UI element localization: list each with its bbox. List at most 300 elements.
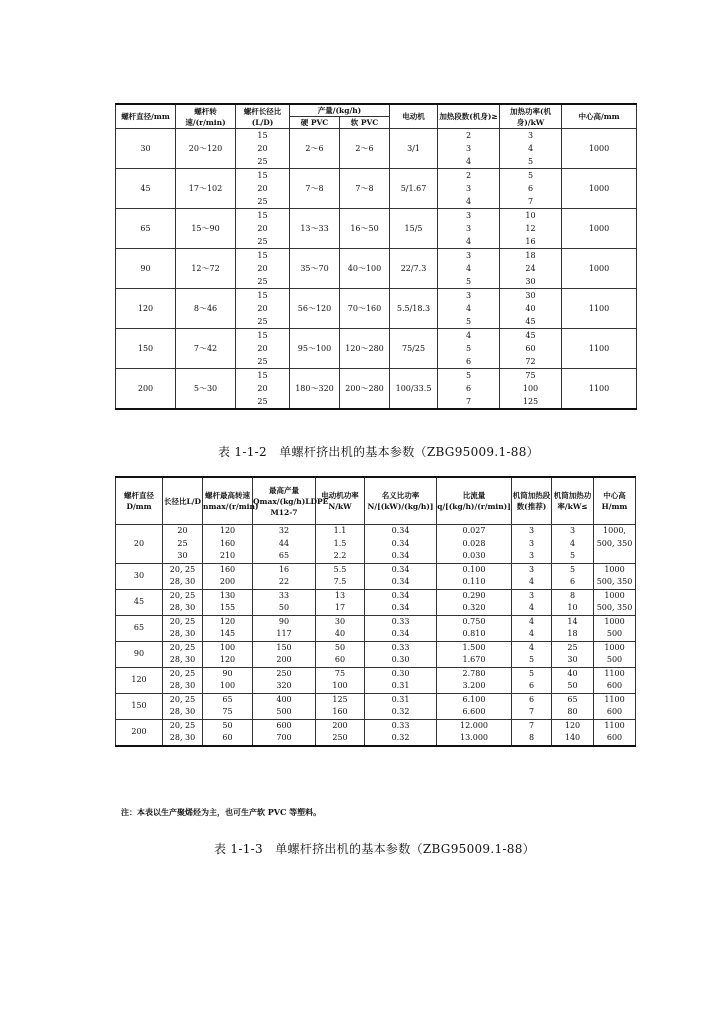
cell-center: 1000: [594, 563, 636, 576]
cell-diameter: 150: [116, 329, 176, 369]
cell-hard-pvc: 180～320: [290, 369, 340, 410]
cell-diameter: 30: [116, 129, 176, 169]
cell-speed: 5～30: [176, 369, 236, 410]
cell-diameter: 200: [116, 369, 176, 410]
cell-heat-sections: 3: [438, 209, 500, 223]
table-row: [116, 563, 636, 576]
cell-motor: 250: [316, 732, 365, 746]
header-ld: 螺杆长径比(L/D): [236, 104, 290, 129]
cell-heat-sections: 6: [438, 382, 500, 395]
cell-ld: 25: [236, 315, 290, 329]
cell-flow: 0.100: [437, 563, 512, 576]
cell-sec: 4: [512, 628, 552, 641]
table-row: [116, 654, 636, 667]
cell-motor: 7.5: [316, 576, 365, 589]
table-row: [116, 576, 636, 589]
table-row: [116, 719, 636, 732]
cell-speed: 160: [203, 563, 253, 576]
cell-sec: 3: [512, 525, 552, 538]
table-row: [116, 369, 637, 383]
cell-motor: 15/5: [390, 209, 438, 249]
cell-heat-power: 6: [500, 182, 562, 195]
cell-speed: 160: [203, 538, 253, 551]
header-center-height: 中心高/mm: [562, 104, 637, 129]
cell-diameter: 45: [116, 169, 176, 209]
cell-center: 500, 350: [594, 576, 636, 589]
header2-center: 中心高H/mm: [594, 477, 636, 525]
cell-diameter: 65: [116, 209, 176, 249]
cell-center: 600: [594, 706, 636, 719]
cell-motor: 100/33.5: [390, 369, 438, 410]
cell-output: 500: [253, 706, 316, 719]
cell-motor: 13: [316, 589, 365, 602]
cell-ld: 28, 30: [163, 732, 203, 746]
cell-ld: 28, 30: [163, 654, 203, 667]
cell-diameter: 45: [116, 589, 163, 615]
cell-motor: 75/25: [390, 329, 438, 369]
cell-motor: 1.1: [316, 525, 365, 538]
cell-ld: 20, 25: [163, 615, 203, 628]
cell-heat-power: 75: [500, 369, 562, 383]
cell-ld: 15: [236, 369, 290, 383]
cell-ld: 25: [236, 275, 290, 289]
cell-ld: 25: [236, 155, 290, 169]
header2-power: 机筒加热功率/kW≤: [552, 477, 594, 525]
cell-sec: 8: [512, 732, 552, 746]
cell-flow: 13.000: [437, 732, 512, 746]
cell-heat-sections: 5: [438, 275, 500, 289]
cell-flow: 1.670: [437, 654, 512, 667]
header2-output: 最高产量Qmax/(kg/h)LDPE M12-7: [253, 477, 316, 525]
cell-pow: 14: [552, 615, 594, 628]
cell-heat-sections: 5: [438, 342, 500, 355]
cell-ld: 28, 30: [163, 576, 203, 589]
cell-output: 50: [253, 602, 316, 615]
table-row: [116, 525, 636, 538]
cell-motor: 75: [316, 667, 365, 680]
cell-nominal: 0.34: [365, 538, 437, 551]
cell-nominal: 0.34: [365, 525, 437, 538]
header-heat-sections: 加热段数(机身)≥: [438, 104, 500, 129]
cell-heat-power: 10: [500, 209, 562, 223]
table-row: [116, 550, 636, 563]
cell-diameter: 150: [116, 693, 163, 719]
cell-flow: 0.750: [437, 615, 512, 628]
cell-sec: 5: [512, 654, 552, 667]
cell-flow: 1.500: [437, 641, 512, 654]
cell-output: 250: [253, 667, 316, 680]
cell-motor: 5/1.67: [390, 169, 438, 209]
table-2-caption: 表 1-1-3 单螺杆挤出机的基本参数（ZBG95009.1-88）: [214, 842, 535, 856]
cell-heat-power: 100: [500, 382, 562, 395]
extruder-params-table-2: [115, 476, 636, 747]
header2-ld: 长径比L/D: [163, 477, 203, 525]
cell-nominal: 0.32: [365, 732, 437, 746]
cell-nominal: 0.33: [365, 615, 437, 628]
cell-output: 22: [253, 576, 316, 589]
cell-motor: 100: [316, 680, 365, 693]
cell-ld: 20: [236, 262, 290, 275]
cell-heat-power: 40: [500, 302, 562, 315]
cell-ld: 15: [236, 289, 290, 303]
cell-output: 700: [253, 732, 316, 746]
cell-heat-sections: 3: [438, 182, 500, 195]
cell-speed: 100: [203, 641, 253, 654]
table-row: [116, 680, 636, 693]
header2-nominal: 名义比功率N/[(kW)/(kg/h)]: [365, 477, 437, 525]
cell-output: 150: [253, 641, 316, 654]
cell-speed: 155: [203, 602, 253, 615]
cell-heat-sections: 4: [438, 235, 500, 249]
cell-heat-power: 45: [500, 329, 562, 343]
cell-soft-pvc: 16～50: [340, 209, 390, 249]
table-row: [116, 628, 636, 641]
cell-speed: 120: [203, 654, 253, 667]
cell-diameter: 90: [116, 249, 176, 289]
cell-motor: 5.5/18.3: [390, 289, 438, 329]
cell-motor: 40: [316, 628, 365, 641]
cell-speed: 50: [203, 719, 253, 732]
header2-flow: 比流量 q/[(kg/h)/(r/min)]: [437, 477, 512, 525]
cell-heat-sections: 2: [438, 129, 500, 143]
cell-ld: 20, 25: [163, 589, 203, 602]
cell-motor: 1.5: [316, 538, 365, 551]
header-speed: 螺杆转速/(r/min): [176, 104, 236, 129]
cell-sec: 4: [512, 641, 552, 654]
cell-flow: 0.290: [437, 589, 512, 602]
table-row: [116, 538, 636, 551]
cell-flow: 0.810: [437, 628, 512, 641]
cell-nominal: 0.32: [365, 706, 437, 719]
cell-heat-power: 3: [500, 129, 562, 143]
cell-diameter: 20: [116, 525, 163, 564]
cell-heat-power: 24: [500, 262, 562, 275]
cell-flow: 2.780: [437, 667, 512, 680]
cell-hard-pvc: 56～120: [290, 289, 340, 329]
cell-pow: 50: [552, 680, 594, 693]
cell-motor: 17: [316, 602, 365, 615]
header-output: 产量/(kg/h): [290, 104, 390, 117]
cell-heat-power: 5: [500, 155, 562, 169]
cell-sec: 3: [512, 589, 552, 602]
cell-sec: 4: [512, 602, 552, 615]
cell-diameter: 30: [116, 563, 163, 589]
cell-speed: 145: [203, 628, 253, 641]
cell-flow: 0.110: [437, 576, 512, 589]
cell-center-height: 1100: [562, 329, 637, 369]
cell-sec: 3: [512, 550, 552, 563]
cell-hard-pvc: 13～33: [290, 209, 340, 249]
cell-ld: 20: [236, 342, 290, 355]
cell-heat-power: 5: [500, 169, 562, 183]
cell-center: 600: [594, 732, 636, 746]
header-hard-pvc: 硬 PVC: [290, 117, 340, 129]
cell-pow: 65: [552, 693, 594, 706]
header-soft-pvc: 软 PVC: [340, 117, 390, 129]
cell-heat-sections: 5: [438, 369, 500, 383]
cell-motor: 22/7.3: [390, 249, 438, 289]
cell-output: 117: [253, 628, 316, 641]
cell-sec: 6: [512, 693, 552, 706]
cell-ld: 28, 30: [163, 706, 203, 719]
cell-heat-power: 45: [500, 315, 562, 329]
cell-hard-pvc: 7～8: [290, 169, 340, 209]
cell-center: 1000,: [594, 525, 636, 538]
header-heat-power: 加热功率(机身)/kW: [500, 104, 562, 129]
cell-heat-sections: 6: [438, 355, 500, 369]
cell-center: 600: [594, 680, 636, 693]
cell-pow: 6: [552, 576, 594, 589]
cell-center: 1000: [594, 589, 636, 602]
cell-output: 16: [253, 563, 316, 576]
cell-ld: 20, 25: [163, 641, 203, 654]
cell-nominal: 0.30: [365, 667, 437, 680]
header2-speed: 螺杆最高转速 nmax/(r/min): [203, 477, 253, 525]
table-row: [116, 706, 636, 719]
cell-nominal: 0.34: [365, 602, 437, 615]
table-row: [116, 667, 636, 680]
cell-soft-pvc: 120～280: [340, 329, 390, 369]
table-row: [116, 289, 637, 303]
table-row: [116, 602, 636, 615]
table-row: [116, 693, 636, 706]
cell-nominal: 0.31: [365, 693, 437, 706]
cell-ld: 20: [163, 525, 203, 538]
cell-speed: 100: [203, 680, 253, 693]
cell-speed: 120: [203, 525, 253, 538]
cell-flow: 0.320: [437, 602, 512, 615]
cell-center: 1000: [594, 641, 636, 654]
cell-output: 65: [253, 550, 316, 563]
cell-motor: 30: [316, 615, 365, 628]
cell-speed: 90: [203, 667, 253, 680]
cell-nominal: 0.34: [365, 563, 437, 576]
cell-sec: 7: [512, 706, 552, 719]
cell-center-height: 1000: [562, 169, 637, 209]
cell-hard-pvc: 2～6: [290, 129, 340, 169]
cell-heat-power: 4: [500, 142, 562, 155]
cell-center-height: 1100: [562, 369, 637, 410]
cell-ld: 30: [163, 550, 203, 563]
cell-speed: 210: [203, 550, 253, 563]
cell-center: 1100: [594, 719, 636, 732]
cell-ld: 20: [236, 222, 290, 235]
cell-motor: 125: [316, 693, 365, 706]
cell-ld: 15: [236, 129, 290, 143]
cell-sec: 6: [512, 680, 552, 693]
cell-ld: 25: [163, 538, 203, 551]
header2-motor: 电动机功率 N/kW: [316, 477, 365, 525]
cell-center-height: 1000: [562, 249, 637, 289]
cell-diameter: 90: [116, 641, 163, 667]
cell-center: 500, 350: [594, 538, 636, 551]
cell-center: 500: [594, 628, 636, 641]
cell-center-height: 1000: [562, 209, 637, 249]
cell-ld: 25: [236, 395, 290, 409]
cell-nominal: 0.33: [365, 641, 437, 654]
cell-ld: 25: [236, 195, 290, 209]
cell-diameter: 200: [116, 719, 163, 746]
cell-heat-sections: 3: [438, 222, 500, 235]
cell-sec: 3: [512, 563, 552, 576]
cell-ld: 20, 25: [163, 667, 203, 680]
cell-ld: 28, 30: [163, 602, 203, 615]
cell-nominal: 0.31: [365, 680, 437, 693]
cell-ld: 20: [236, 302, 290, 315]
cell-soft-pvc: 7～8: [340, 169, 390, 209]
header-motor: 电动机: [390, 104, 438, 129]
cell-center: 1100: [594, 693, 636, 706]
cell-nominal: 0.33: [365, 719, 437, 732]
cell-flow: 0.030: [437, 550, 512, 563]
cell-pow: 80: [552, 706, 594, 719]
cell-heat-sections: 4: [438, 262, 500, 275]
cell-heat-sections: 4: [438, 329, 500, 343]
cell-center: [594, 550, 636, 563]
cell-ld: 15: [236, 169, 290, 183]
cell-heat-power: 60: [500, 342, 562, 355]
header2-diameter: 螺杆直径D/mm: [116, 477, 163, 525]
cell-flow: 6.100: [437, 693, 512, 706]
table-row: [116, 589, 636, 602]
cell-nominal: 0.34: [365, 628, 437, 641]
table-2-note: 注：本表以生产聚烯烃为主，也可生产软 PVC 等塑料。: [121, 807, 322, 817]
cell-heat-sections: 4: [438, 155, 500, 169]
cell-sec: 7: [512, 719, 552, 732]
cell-output: 44: [253, 538, 316, 551]
cell-motor: 200: [316, 719, 365, 732]
cell-flow: 0.027: [437, 525, 512, 538]
cell-speed: 7～42: [176, 329, 236, 369]
cell-speed: 75: [203, 706, 253, 719]
cell-heat-sections: 5: [438, 315, 500, 329]
cell-pow: 10: [552, 602, 594, 615]
cell-heat-power: 12: [500, 222, 562, 235]
cell-output: 600: [253, 719, 316, 732]
cell-pow: 3: [552, 525, 594, 538]
cell-pow: 30: [552, 654, 594, 667]
cell-ld: 15: [236, 329, 290, 343]
table-row: [116, 169, 637, 183]
cell-ld: 20, 25: [163, 563, 203, 576]
cell-heat-power: 125: [500, 395, 562, 409]
cell-motor: 50: [316, 641, 365, 654]
table-1-caption: 表 1-1-2 单螺杆挤出机的基本参数（ZBG95009.1-88）: [218, 445, 539, 459]
cell-output: 320: [253, 680, 316, 693]
cell-sec: 3: [512, 538, 552, 551]
table-row: [116, 209, 637, 223]
cell-heat-sections: 7: [438, 395, 500, 409]
cell-flow: 12.000: [437, 719, 512, 732]
cell-pow: 5: [552, 550, 594, 563]
cell-pow: 40: [552, 667, 594, 680]
cell-motor: 160: [316, 706, 365, 719]
cell-diameter: 65: [116, 615, 163, 641]
cell-speed: 15～90: [176, 209, 236, 249]
cell-speed: 12～72: [176, 249, 236, 289]
table-row: [116, 329, 637, 343]
cell-ld: 20: [236, 182, 290, 195]
cell-heat-sections: 3: [438, 142, 500, 155]
cell-sec: 4: [512, 576, 552, 589]
cell-nominal: 0.30: [365, 654, 437, 667]
cell-hard-pvc: 95～100: [290, 329, 340, 369]
cell-diameter: 120: [116, 667, 163, 693]
cell-output: 200: [253, 654, 316, 667]
cell-ld: 15: [236, 209, 290, 223]
cell-heat-power: 16: [500, 235, 562, 249]
cell-ld: 28, 30: [163, 680, 203, 693]
cell-flow: 6.600: [437, 706, 512, 719]
table-row: [116, 732, 636, 746]
cell-speed: 8～46: [176, 289, 236, 329]
cell-center: 1100: [594, 667, 636, 680]
cell-pow: 4: [552, 538, 594, 551]
cell-pow: 140: [552, 732, 594, 746]
cell-ld: 25: [236, 235, 290, 249]
cell-flow: 0.028: [437, 538, 512, 551]
cell-motor: 5.5: [316, 563, 365, 576]
cell-pow: 25: [552, 641, 594, 654]
table-row: [116, 129, 637, 143]
cell-diameter: 120: [116, 289, 176, 329]
cell-center: 1000: [594, 615, 636, 628]
table-row: [116, 249, 637, 263]
cell-motor: 2.2: [316, 550, 365, 563]
cell-ld: 25: [236, 355, 290, 369]
cell-center: 500, 350: [594, 602, 636, 615]
cell-heat-sections: 2: [438, 169, 500, 183]
table-row: [116, 641, 636, 654]
cell-motor: 60: [316, 654, 365, 667]
header-diameter: 螺杆直径/mm: [116, 104, 176, 129]
cell-motor: 3/1: [390, 129, 438, 169]
cell-nominal: 0.34: [365, 589, 437, 602]
cell-output: 32: [253, 525, 316, 538]
cell-ld: 20: [236, 142, 290, 155]
cell-heat-sections: 3: [438, 249, 500, 263]
extruder-params-table-1: [115, 103, 637, 410]
cell-heat-power: 30: [500, 275, 562, 289]
cell-sec: 5: [512, 667, 552, 680]
cell-speed: 60: [203, 732, 253, 746]
cell-output: 400: [253, 693, 316, 706]
cell-speed: 130: [203, 589, 253, 602]
cell-pow: 5: [552, 563, 594, 576]
cell-center-height: 1100: [562, 289, 637, 329]
cell-speed: 200: [203, 576, 253, 589]
cell-sec: 4: [512, 615, 552, 628]
cell-heat-sections: 4: [438, 302, 500, 315]
cell-soft-pvc: 40～100: [340, 249, 390, 289]
cell-center-height: 1000: [562, 129, 637, 169]
cell-soft-pvc: 200～280: [340, 369, 390, 410]
cell-heat-power: 30: [500, 289, 562, 303]
cell-speed: 65: [203, 693, 253, 706]
cell-output: 90: [253, 615, 316, 628]
cell-ld: 28, 30: [163, 628, 203, 641]
cell-heat-power: 72: [500, 355, 562, 369]
cell-output: 33: [253, 589, 316, 602]
cell-speed: 17～102: [176, 169, 236, 209]
cell-pow: 8: [552, 589, 594, 602]
cell-center: 500: [594, 654, 636, 667]
cell-nominal: 0.34: [365, 550, 437, 563]
header2-sections: 机筒加热段数(推荐): [512, 477, 552, 525]
cell-ld: 20, 25: [163, 719, 203, 732]
cell-heat-power: 7: [500, 195, 562, 209]
cell-heat-sections: 4: [438, 195, 500, 209]
